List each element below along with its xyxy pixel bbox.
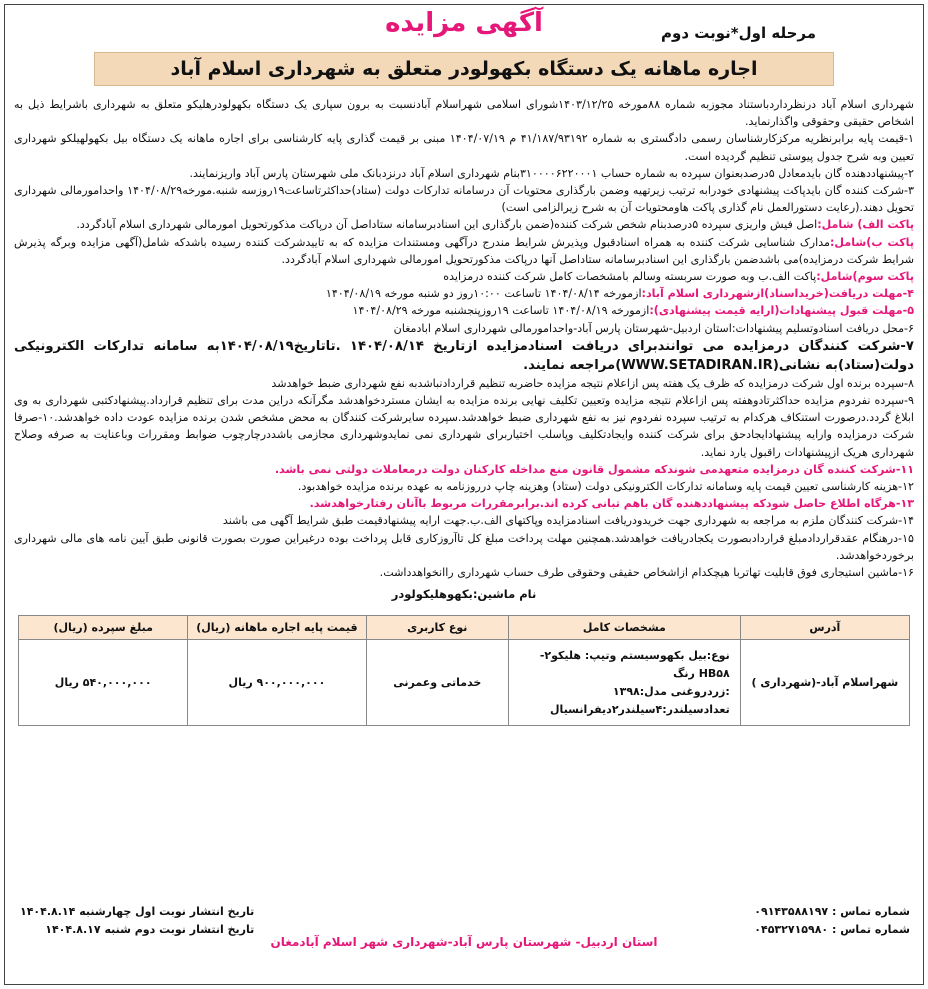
machine-name: نام ماشین:بکهوهلیکولودر — [391, 587, 537, 602]
item-3: ۳-شرکت کننده گان بایدپاکت پیشنهادی خودرابه ترتیب زیرتهیه وضمن بارگذاری محتویات آن درسامانه تدارکات دولت (ستاد)حداکثرتاساعت۱۹روزسه شنبه.مورخه۱۴۰۴/۰۸/۲۹ واحدامورمالی شهرداری تحویل دهند.(رعایت دستورالعمل نام گذاری پاکت هاومحتویات آن به شرح زیرالزامی است) — [14, 184, 914, 215]
item-16: ۱۶-ماشین استیجاری فوق قابلیت تهاتربا هیچکدام ازاشخاص حقیقی وحقوقی طرف حساب شهرداری راانخواهدداشت. — [379, 566, 914, 580]
spec-line-3: تعدادسیلندر:۴سیلندر۲دیفرانسیال — [550, 702, 730, 716]
ad-subtitle: اجاره ماهانه یک دستگاه بکهولودر متعلق به شهرداری اسلام آباد — [94, 52, 834, 86]
pack-a-text: اصل فیش واریزی سپرده ۵درصدبنام شخص شرکت کننده(ضمن بارگذاری این اسنادبرسامانه ستاداصل آن درپاکت مذکورتحویل امورمالی شهرداری اسلام آبادگردد. — [76, 218, 818, 232]
item-5-label: ۵-مهلت قبول پیشنهادات(ارایه قیمت پیشنهادی): — [649, 304, 914, 318]
contact-block — [754, 903, 910, 939]
item-13: ۱۳-هرگاه اطلاع حاصل شودکه پیشنهاددهنده گان باهم تبانی کرده اند.برابرمقررات مربوط باآنان رفتارخواهدشد. — [309, 497, 914, 511]
intro-paragraph: شهرداری اسلام آباد درنظرداردباستناد مجوزبه شماره ۸۸مورخه ۱۴۰۳/۱۲/۲۵شورای اسلامی شهراسلام آبادنسبت به برون سپاری یک دستگاه بکهولودرهلیکو متعلق به شهرداری باشرایط ذیل به اشخاص حقیقی وحقوقی واگذارنماید. — [14, 98, 914, 129]
item-5-text: ازمورخه ۱۴۰۴/۰۸/۱۹ تاساعت ۱۹روزپنجشنبه مورخه ۱۴۰۴/۰۸/۲۹ — [352, 304, 650, 318]
spec-line-1: نوع:بیل بکهوسیستم وتیپ: هلیکو۲-HB۵۸ رنگ — [539, 648, 730, 680]
item-4-text: ازمورخه ۱۴۰۴/۰۸/۱۴ تاساعت ۱۰:۰۰روز دو شنبه مورخه ۱۴۰۴/۰۸/۱۹ — [325, 287, 642, 301]
ad-frame — [4, 4, 924, 985]
item-7-end: )مراجعه نمایند. — [523, 357, 622, 373]
col-deposit-header: مبلغ سپرده (ریال) — [19, 616, 188, 640]
cell-address: شهراسلام آباد-(شهرداری ) — [740, 640, 909, 726]
stage-label: مرحله اول*نوبت دوم — [661, 24, 816, 42]
item-2: ۲-پیشنهاددهنده گان بایدمعادل ۵درصدبعنوان سپرده به شماره حساب ۳۱۰۰۰۰۶۲۲۰۰۰۱بنام شهرداری اسلام آباد درنزدبانک ملی شهرستان پارس آباد واریزنمایند. — [189, 166, 914, 180]
publish-dates — [20, 903, 254, 939]
item-12: ۱۲-هزینه کارشناسی تعیین قیمت پایه وسامانه تدارکات الکترونیکی دولت (ستاد) وهزینه چاپ درروزنامه به عهده برنده مزایده خواهدبود. — [297, 480, 914, 494]
item-7-text: ۷-شرکت کنندگان درمزایده می توانندبرای دریافت اسنادمزایده ازتاریخ ۱۴۰۴/۰۸/۱۴ .تاتاریخ۱۴۰۴/۰۸/۱۹به سامانه تدارکات الکترونیکی دولت(ستاد)به نشانی( — [14, 338, 914, 373]
item-11: ۱۱-شرکت کننده گان درمزایده متعهدمی شوندکه مشمول قانون منع مداخله کارکنان دولت درمعاملات دولتی نمی باشد. — [274, 462, 914, 476]
ad-title: آگهی مزایده — [385, 8, 543, 38]
cell-base-price: ۹۰۰,۰۰۰,۰۰۰ ریال — [188, 640, 366, 726]
pack-b-label: پاکت ب)شامل: — [830, 235, 914, 249]
item-15: ۱۵-درهنگام عقدقراردادمبلغ قراردادبصورت یکجادریافت خواهدشد.همچنین مهلت پرداخت مبلغ کل تاآروزکاری قابل پرداخت بوده درغیراین صورت بصورت قانونی طبق آیین نامه های مالی شهرداری برخوردخواهدشد. — [14, 531, 914, 562]
pack-a-label: پاکت الف) شامل: — [817, 218, 914, 232]
setad-link[interactable]: WWW.SETADIRAN.IR — [621, 357, 773, 373]
pack-c-text: پاکت الف.ب وبه صورت سربسته وسالم بامشخصات کامل شرکت کننده درمزایده — [443, 270, 817, 284]
item-4-label: ۴-مهلت دریافت(خریداسناد)ازشهرداری اسلام آباد: — [641, 287, 914, 301]
item-6: ۶-محل دریافت اسنادوتسلیم پیشنهادات:استان اردبیل-شهرستان پارس آباد-واحدامورمالی شهرداری اسلام ابادمغان — [393, 321, 914, 335]
ad-header — [8, 6, 920, 50]
col-address-header: آدرس — [740, 616, 909, 640]
item-8: ۸-سپرده برنده اول شرکت درمزایده که ظرف یک هفته پس ازاعلام نتیجه مزایده حاضربه تنظیم قراردادنباشدبه نفع شهرداری ضبط خواهدشد — [271, 376, 914, 390]
location-line: استان اردبیل- شهرستان پارس آباد-شهرداری شهر اسلام آبادمغان — [270, 935, 658, 949]
phone-1: شماره تماس : ۰۹۱۴۳۵۸۸۱۹۷ — [754, 905, 910, 918]
item-1: ۱-قیمت پایه برابرنظریه مرکزکارشناسان رسمی دادگستری به شماره ۴۱/۱۸۷/۹۳۱۹۲ م ۱۴۰۴/۰۷/۱۹ مبنی بر قیمت گذاری پایه کارشناسی برای اجاره ماهانه یک دستگاه بیل بکهولهیلکو شهرداری تعیین وبه شرح جدول پیوستی تنظیم گردیده است. — [14, 132, 915, 163]
pack-c-label: پاکت سوم)شامل: — [816, 270, 914, 284]
item-14: ۱۴-شرکت کنندگان ملزم به مراجعه به شهرداری جهت خریدودریافت اسنادمزایده وپاکتهای الف.ب.جهت ارایه پیشنهادقیمت طبق شرایط آگهی می باشند — [222, 514, 914, 528]
publish-date-1: تاریخ انتشار نوبت اول چهارشنبه ۱۴۰۴.۸.۱۴ — [20, 905, 255, 918]
cell-deposit: ۵۴۰,۰۰۰,۰۰۰ ریال — [19, 640, 188, 726]
ad-footer — [8, 895, 920, 975]
spec-line-2: :زردروغنی مدل:۱۳۹۸ — [612, 684, 730, 698]
pack-b-text: مدارک شناسایی شرکت کننده به همراه اسنادقبول وپذیرش شرایط مندرج درآگهی ومستندات مزایده که به تاییدشرکت کننده رسیده باشدکه شامل(آگهی مزایده وبرگه پذیرش شرایط شرکت درمزایده)می باشدضمن بارگذاری این اسنادبرسامانه ستاداصل آنها درپاکت مذکورتحویل امورمالی شهرداری اسلام آبادگردد. — [14, 235, 914, 266]
col-specs-header: مشخصات کامل — [509, 616, 741, 640]
phone-2: شماره تماس : ۰۴۵۳۲۷۱۵۹۸۰ — [754, 923, 910, 936]
cell-usage: خدماتی وعمرنی — [366, 640, 509, 726]
col-base-price-header: قیمت پایه اجاره ماهانه (ریال) — [188, 616, 366, 640]
publish-date-2: تاریخ انتشار نوبت دوم شنبه ۱۴۰۴.۸.۱۷ — [45, 923, 255, 936]
col-usage-header: نوع کاربری — [366, 616, 509, 640]
item-9: ۹-سپرده نفردوم مزایده حداکثرتادوهفته پس ازاعلام نتیجه مزایده وتعیین تکلیف نهایی برنده مزایده به ایشان مستردخواهدشد مگرآنکه دراین مدت برای تنظیم قرارداد.پیشنهادکتبی شهرداری به وی ابلاغ گردد.درصورت استنکاف هرکدام به ترتیب سپرده نفردوم نیز به نفع شهرداری ضبط خواهدشد.سپرده سایرشرکت کنندگان به محض مشخص شدن برنده مزایده عودت داده خواهدشد.۱۰-صرفا شرکت درمزایده وارایه پیشنهادایجادحق برای شرکت کننده وایجادتکلیف وپاسلب اختیاربرای شهرداری نمی نمایدوشهرداری مجازمی باشددرچارچوب ضوابط ومقررات وباعنایت به صرفه وصلاح شهرداری هریک ازپیشنهادات راقبول یارد نماید. — [14, 394, 914, 459]
